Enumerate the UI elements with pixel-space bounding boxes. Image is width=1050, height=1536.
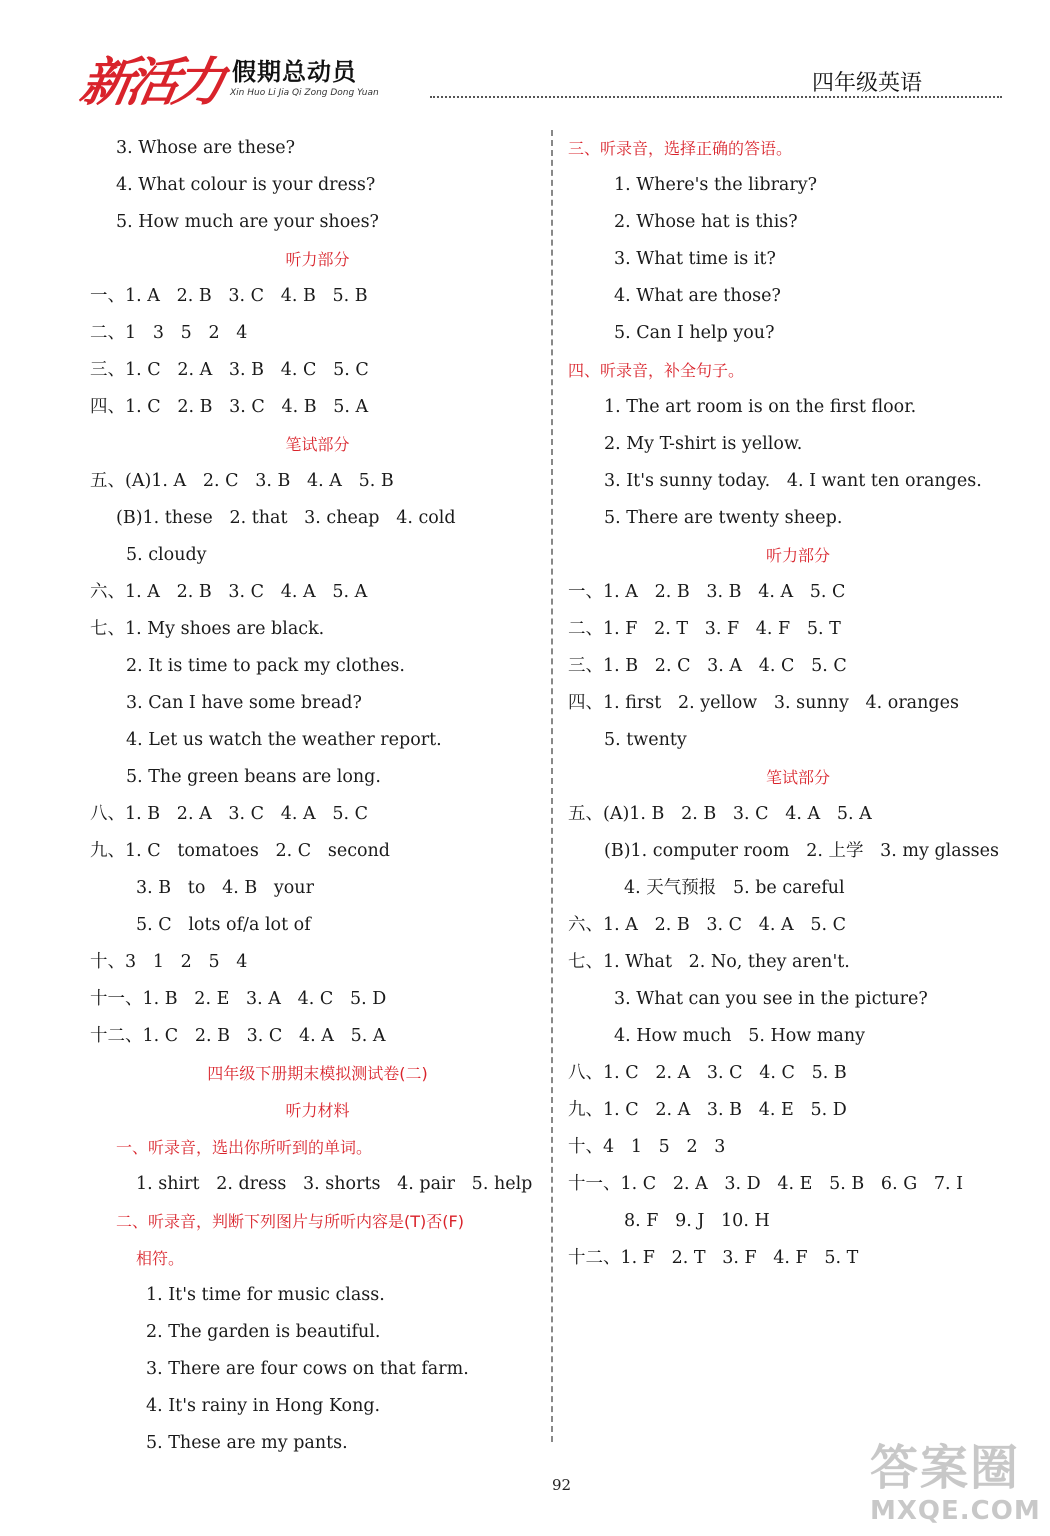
answer-line: 5. There are twenty sheep. [604,508,843,528]
answer-line: 4. It's rainy in Hong Kong. [146,1396,381,1416]
brand-logo: 新活力 [75,53,225,113]
answer-line: 4. What colour is your dress? [116,175,376,195]
answer-line: 四、1. C 2. B 3. C 4. B 5. A [90,397,369,417]
left-column [90,130,545,1462]
answer-line: 2. The garden is beautiful. [146,1322,381,1342]
section-heading: 听力部分 [765,546,830,565]
answer-line: 5. The green beans are long. [126,767,381,787]
answer-line: 1. The art room is on the first floor. [604,397,917,417]
page-header [0,0,1050,113]
answer-line: 十一、1. B 2. E 3. A 4. C 5. D [90,989,387,1009]
section-heading: 笔试部分 [765,768,830,787]
question-heading: 一、听录音，选出你所听到的单词。 [116,1138,373,1157]
answer-line: 六、1. A 2. B 3. C 4. A 5. C [568,915,846,935]
answer-line: 1. Where's the library? [614,175,818,195]
answer-line: 九、1. C tomatoes 2. C second [90,841,391,861]
watermark [870,1440,1041,1530]
answer-line: 七、1. What 2. No, they aren't. [568,952,850,972]
answer-line: 五、(A)1. B 2. B 3. C 4. A 5. A [568,804,872,824]
answer-line: 5. C lots of/a lot of [136,915,311,935]
answer-line: 2. Whose hat is this? [614,212,798,232]
answer-line: 七、1. My shoes are black. [90,619,325,639]
answer-line: 十、4 1 5 2 3 [568,1137,726,1157]
question-heading: 二、听录音，判断下列图片与所听内容是(T)否(F) [116,1212,464,1231]
answer-line: 3. It's sunny today. 4. I want ten oranges. [604,471,982,491]
answer-line: 五、(A)1. A 2. C 3. B 4. A 5. B [90,471,394,491]
right-column [568,130,1028,1277]
answer-line: 十一、1. C 2. A 3. D 4. E 5. B 6. G 7. I [568,1174,964,1194]
brand-pinyin: Xin Huo Li Jia Qi Zong Dong Yuan [230,88,379,98]
header-divider [430,96,1002,98]
answer-line: 一、1. A 2. B 3. C 4. B 5. B [90,286,368,306]
answer-line: 六、1. A 2. B 3. C 4. A 5. A [90,582,368,602]
answer-line: 5. Can I help you? [614,323,775,343]
answer-line: 3. What can you see in the picture? [614,989,928,1009]
answer-line: 二、1. F 2. T 3. F 4. F 5. T [568,619,841,639]
answer-line: 3. B to 4. B your [136,878,314,898]
question-heading: 三、听录音，选择正确的答语。 [568,139,793,158]
answer-line: 8. F 9. J 10. H [624,1211,770,1231]
grade-title: 四年级英语 [812,71,923,96]
answer-line: 三、1. B 2. C 3. A 4. C 5. C [568,656,847,676]
answer-line: (B)1. computer room 2. 上学 3. my glasses [604,841,999,861]
answer-line: 4. What are those? [614,286,781,306]
answer-line: 1. It's time for music class. [146,1285,385,1305]
exam-title: 四年级下册期末模拟测试卷(二) [207,1064,428,1083]
answer-line: 十二、1. F 2. T 3. F 4. F 5. T [568,1248,859,1268]
answer-line: 十、3 1 2 5 4 [90,952,248,972]
answer-line: 三、1. C 2. A 3. B 4. C 5. C [90,360,369,380]
answer-line: 2. It is time to pack my clothes. [126,656,405,676]
answer-line: 1. shirt 2. dress 3. shorts 4. pair 5. help [136,1174,533,1194]
answer-line: 四、1. first 2. yellow 3. sunny 4. oranges [568,693,959,713]
answer-line: 5. These are my pants. [146,1433,348,1453]
answer-line: 2. My T-shirt is yellow. [604,434,803,454]
question-heading: 四、听录音，补全句子。 [568,361,745,380]
answer-line: 5. How much are your shoes? [116,212,379,232]
answer-line: 九、1. C 2. A 3. B 4. E 5. D [568,1100,847,1120]
page-number: 92 [552,1476,572,1494]
question-heading-cont: 相符。 [136,1249,185,1268]
column-divider [551,130,553,1442]
answer-line: 4. Let us watch the weather report. [126,730,442,750]
section-heading: 听力材料 [285,1101,350,1120]
answer-line: 八、1. C 2. A 3. C 4. C 5. B [568,1063,847,1083]
watermark-logo: 答案圈 [870,1440,1021,1496]
answer-line: 4. How much 5. How many [614,1026,866,1046]
answer-line: 3. There are four cows on that farm. [146,1359,469,1379]
answer-line: 5. twenty [604,730,687,750]
section-heading: 听力部分 [285,250,350,269]
brand-subtitle: 假期总动员 [232,58,357,86]
watermark-url: MXQE.COM [870,1496,1041,1526]
answer-line: 3. Can I have some bread? [126,693,362,713]
section-heading: 笔试部分 [285,435,350,454]
answer-line: 十二、1. C 2. B 3. C 4. A 5. A [90,1026,386,1046]
answer-line: 4. 天气预报 5. be careful [624,878,845,898]
answer-line: 3. Whose are these? [116,138,296,158]
answer-line: 八、1. B 2. A 3. C 4. A 5. C [90,804,368,824]
answer-line: 二、1 3 5 2 4 [90,323,248,343]
answer-line: 5. cloudy [126,545,207,565]
answer-line: 3. What time is it? [614,249,776,269]
answer-line: (B)1. these 2. that 3. cheap 4. cold [116,508,456,528]
answer-line: 一、1. A 2. B 3. B 4. A 5. C [568,582,846,602]
